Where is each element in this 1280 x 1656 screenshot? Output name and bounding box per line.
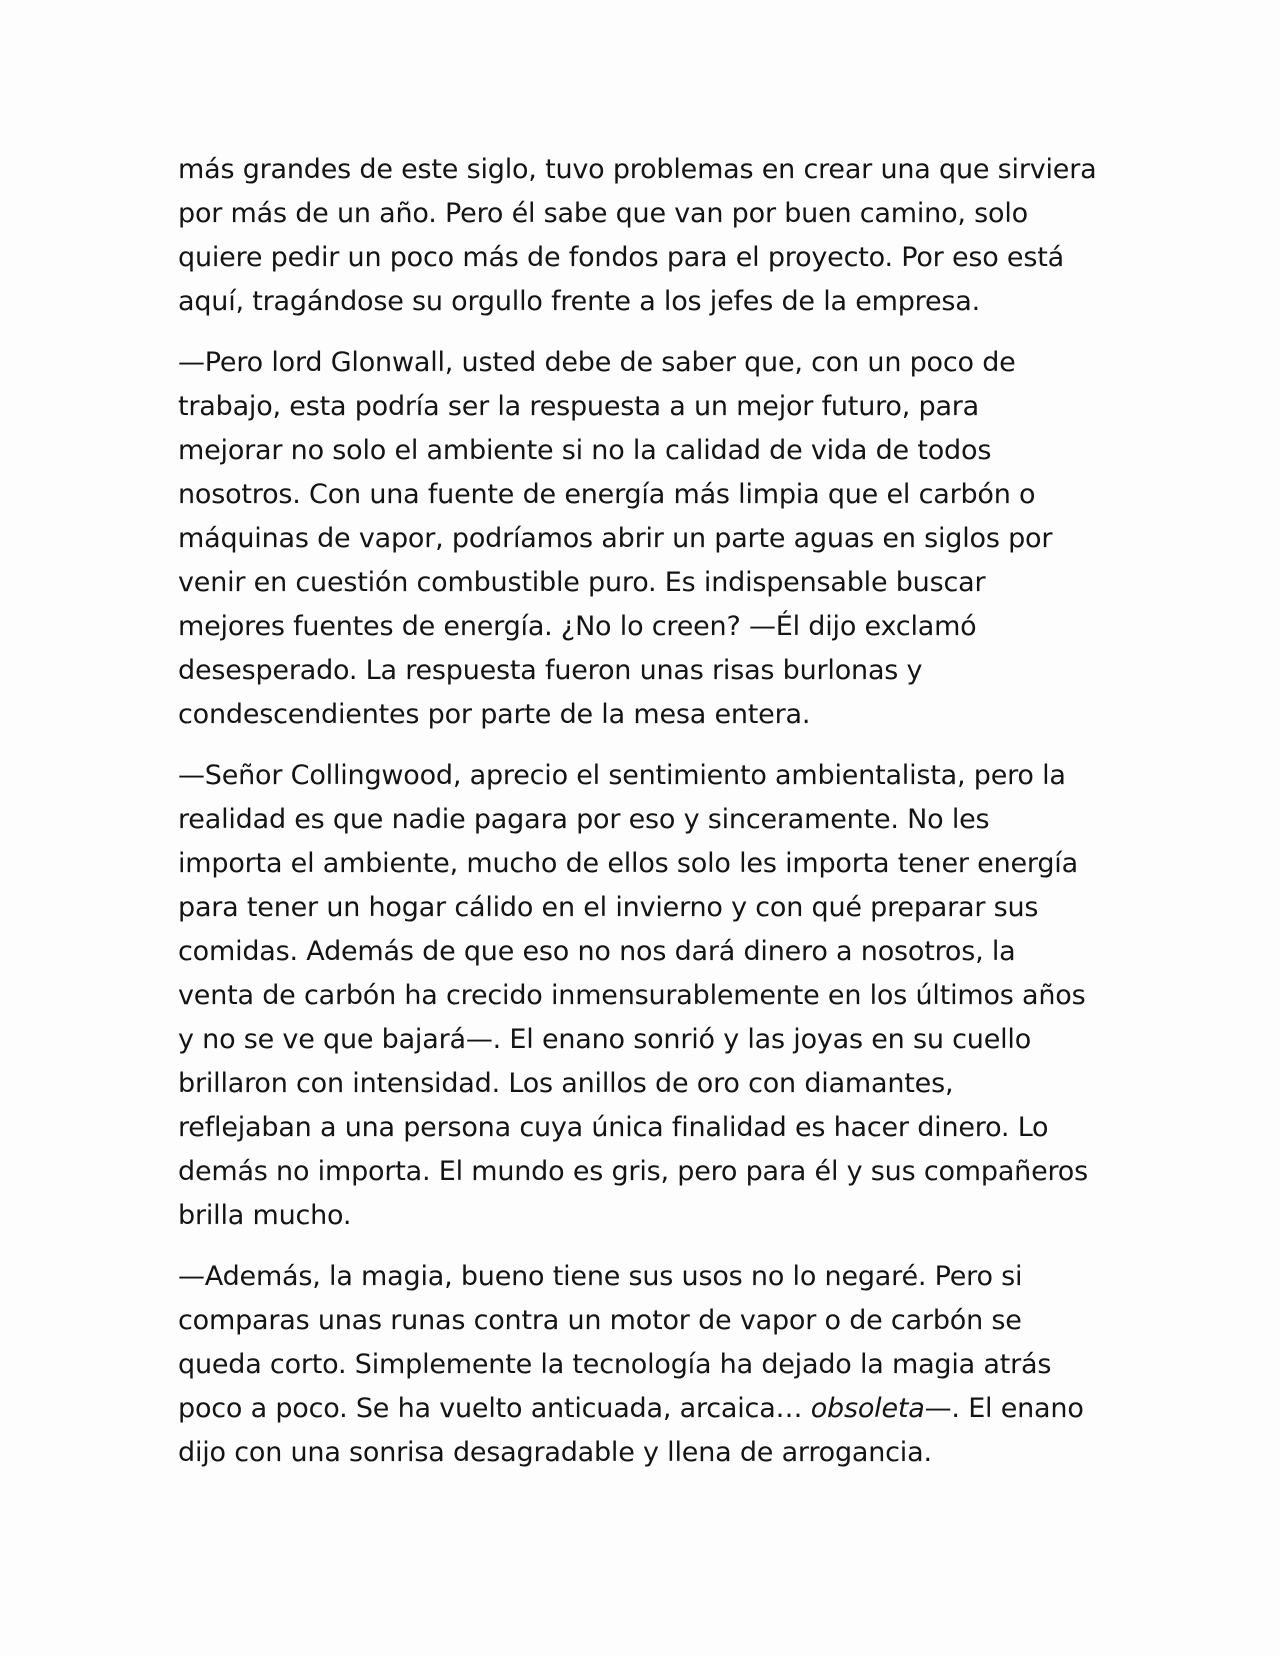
text-line: desesperado. La respuesta fueron unas risas burlonas y (178, 655, 923, 686)
text-line: demás no importa. El mundo es gris, pero para él y sus compañeros (178, 1156, 1088, 1187)
text-line: queda corto. Simplemente la tecnología ha dejado la magia atrás (178, 1349, 1052, 1380)
text-line: trabajo, esta podría ser la respuesta a un mejor futuro, para (178, 391, 980, 422)
text-line: nosotros. Con una fuente de energía más limpia que el carbón o (178, 479, 1036, 510)
text-line: más grandes de este siglo, tuvo problemas en crear una que sirviera (178, 154, 1097, 185)
text-line: —Pero lord Glonwall, usted debe de saber que, con un poco de (178, 347, 1016, 378)
text-line: quiere pedir un poco más de fondos para el proyecto. Por eso está (178, 242, 1064, 273)
text-line: venta de carbón ha crecido inmensurablemente en los últimos años (178, 980, 1086, 1011)
text-line: brillaron con intensidad. Los anillos de oro con diamantes, (178, 1068, 954, 1099)
text-line: condescendientes por parte de la mesa entera. (178, 699, 811, 730)
text-line-with-italic (178, 1387, 1108, 1431)
paragraph-2 (178, 341, 1108, 737)
text-line: —Señor Collingwood, aprecio el sentimiento ambientalista, pero la (178, 760, 1066, 791)
text-line: venir en cuestión combustible puro. Es indispensable buscar (178, 567, 986, 598)
text-line: mejores fuentes de energía. ¿No lo creen? —Él dijo exclamó (178, 611, 977, 642)
text-run: —. El enano (924, 1393, 1084, 1424)
text-line: —Además, la magia, bueno tiene sus usos no lo negaré. Pero si (178, 1261, 1023, 1292)
text-line: reflejaban a una persona cuya única finalidad es hacer dinero. Lo (178, 1112, 1049, 1143)
text-line: realidad es que nadie pagara por eso y sinceramente. No les (178, 804, 990, 835)
text-line: aquí, tragándose su orgullo frente a los jefes de la empresa. (178, 286, 980, 317)
text-line: dijo con una sonrisa desagradable y llena de arrogancia. (178, 1437, 932, 1468)
text-line: y no se ve que bajará—. El enano sonrió y las joyas en su cuello (178, 1024, 1032, 1055)
italic-word: obsoleta (810, 1393, 925, 1424)
text-line: importa el ambiente, mucho de ellos solo les importa tener energía (178, 848, 1078, 879)
text-line: comidas. Además de que eso no nos dará dinero a nosotros, la (178, 936, 1016, 967)
text-line: por más de un año. Pero él sabe que van por buen camino, solo (178, 198, 1028, 229)
paragraph-3 (178, 754, 1108, 1238)
body-text (178, 148, 1108, 1492)
text-line: comparas unas runas contra un motor de vapor o de carbón se (178, 1305, 1022, 1336)
paragraph-4 (178, 1255, 1108, 1475)
text-line: brilla mucho. (178, 1200, 352, 1231)
text-line: mejorar no solo el ambiente si no la calidad de vida de todos (178, 435, 992, 466)
text-run: poco a poco. Se ha vuelto anticuada, arcaica… (178, 1393, 811, 1424)
text-line: para tener un hogar cálido en el invierno y con qué preparar sus (178, 892, 1039, 923)
text-line: máquinas de vapor, podríamos abrir un parte aguas en siglos por (178, 523, 1053, 554)
paragraph-1 (178, 148, 1108, 324)
